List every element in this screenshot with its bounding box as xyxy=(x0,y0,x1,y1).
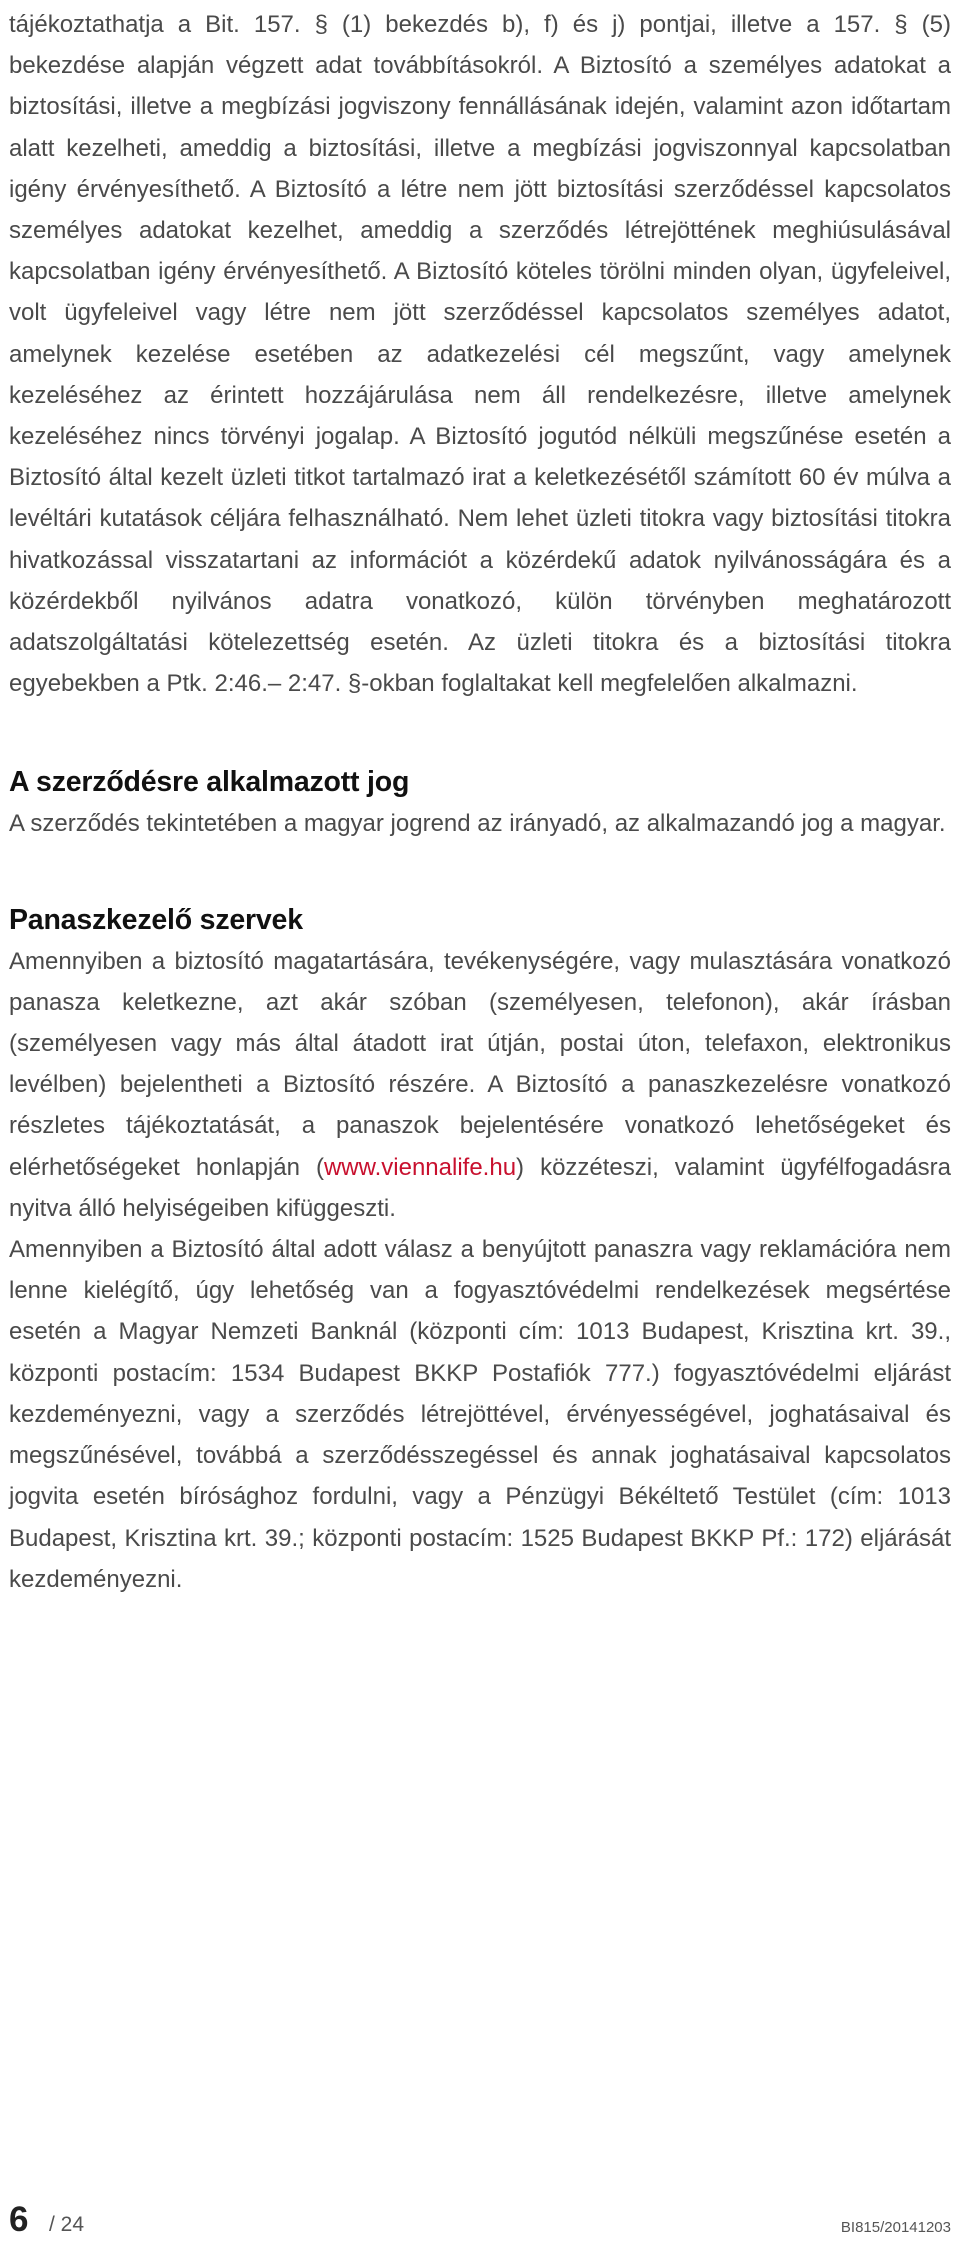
complaints-paragraph-1 xyxy=(9,941,951,1229)
page-footer xyxy=(9,2200,951,2246)
intro-paragraph: tájékoztathatja a Bit. 157. § (1) bekezdés b), f) és j) pontjai, illetve a 157. § (5) bekezdése alapján végzett adat továbbításokról. A Biztosító a személyes adatokat a biztosítási, illetve a megbízási jogviszony fennállásának idején, valamint azon időtartam alatt kezelheti, ameddig a biztosítási, illetve a megbízási jogviszonnyal kapcsolatban igény érvényesíthető. A Biztosító a létre nem jött biztosítási szerződéssel kapcsolatos személyes adatokat kezelhet, ameddig a szerződés létrejöttének meghiúsulásával kapcsolatban igény érvényesíthető. A Biztosító köteles törölni minden olyan, ügyfeleivel, volt ügyfeleivel vagy létre nem jött szerződéssel kapcsolatos személyes adatot, amelynek kezelése esetében az adatkezelési cél megszűnt, vagy amelynek kezeléséhez az érintett hozzájárulása nem áll rendelkezésre, illetve amelynek kezeléséhez nincs törvényi jogalap. A Biztosító jogutód nélküli megszűnése esetén a Biztosító által kezelt üzleti titkot tartalmazó irat a keletkezésétől számított 60 év múlva a levéltári kutatások céljára felhasználható. Nem lehet üzleti titokra vagy biztosítási titokra hivatkozással visszatartani az információt a közérdekű adatok nyilvánosságára és a közérdekből nyilvános adatra vonatkozó, külön törvényben meghatározott adatszolgáltatási kötelezettség esetén. Az üzleti titokra és a biztosítási titokra egyebekben a Ptk. 2:46.– 2:47. §-okban foglaltakat kell megfelelően alkalmazni. xyxy=(9,11,951,698)
page-total: / 24 xyxy=(49,2213,85,2236)
complaints-paragraph-2: Amennyiben a Biztosító által adott válasz a benyújtott panaszra vagy reklamációra nem lenne kielégítő, úgy lehetőség van a fogyasztóvédelmi rendelkezések megsértése esetén a Magyar Nemzeti Banknál (központi cím: 1013 Budapest, Krisztina krt. 39., központi postacím: 1534 Budapest BKKP Postafiók 777.) fogyasztóvédelmi eljárást kezdeményezni, vagy a szerződés létrejöttével, érvényességével, joghatásaival és megszűnésével, továbbá a szerződésszegéssel és annak joghatásaival kapcsolatos jogvita esetén bírósághoz fordulni, vagy a Pénzügyi Békéltető Testület (cím: 1013 Budapest, Krisztina krt. 39.; központi postacím: 1525 Budapest BKKP Pf.: 172) eljárását kezdeményezni. xyxy=(9,1236,951,1593)
document-body xyxy=(9,4,951,1600)
heading-complaint-bodies: Panaszkezelő szervek xyxy=(9,903,303,936)
website-link[interactable]: www.viennalife.hu xyxy=(323,1153,517,1181)
applicable-law-paragraph: A szerződés tekintetében a magyar jogrend az irányadó, az alkalmazandó jog a magyar. xyxy=(9,810,946,838)
document-code: BI815/20141203 xyxy=(840,2219,951,2236)
page-number: 6 xyxy=(9,2200,29,2239)
heading-applicable-law: A szerződésre alkalmazott jog xyxy=(9,766,410,799)
complaints-text-after-link: ) közzéteszi, valamint ügyfélfogadásra nyitva álló helyiségeiben kifüggeszti. xyxy=(9,1153,951,1222)
complaints-text-before-link: Amennyiben a biztosító magatartására, tevékenységére, vagy mulasztására vonatkozó panasza keletkezne, azt akár szóban (személyesen, telefonon), akár írásban (személyesen vagy más által átadott irat útján, postai úton, telefaxon, elektronikus levélben) bejelentheti a Biztosító részére. A Biztosító a panaszkezelésre vonatkozó részletes tájékoztatását, a panaszok bejelentésére vonatkozó lehetőségeket és elérhetőségeket honlapján ( xyxy=(9,947,951,1181)
